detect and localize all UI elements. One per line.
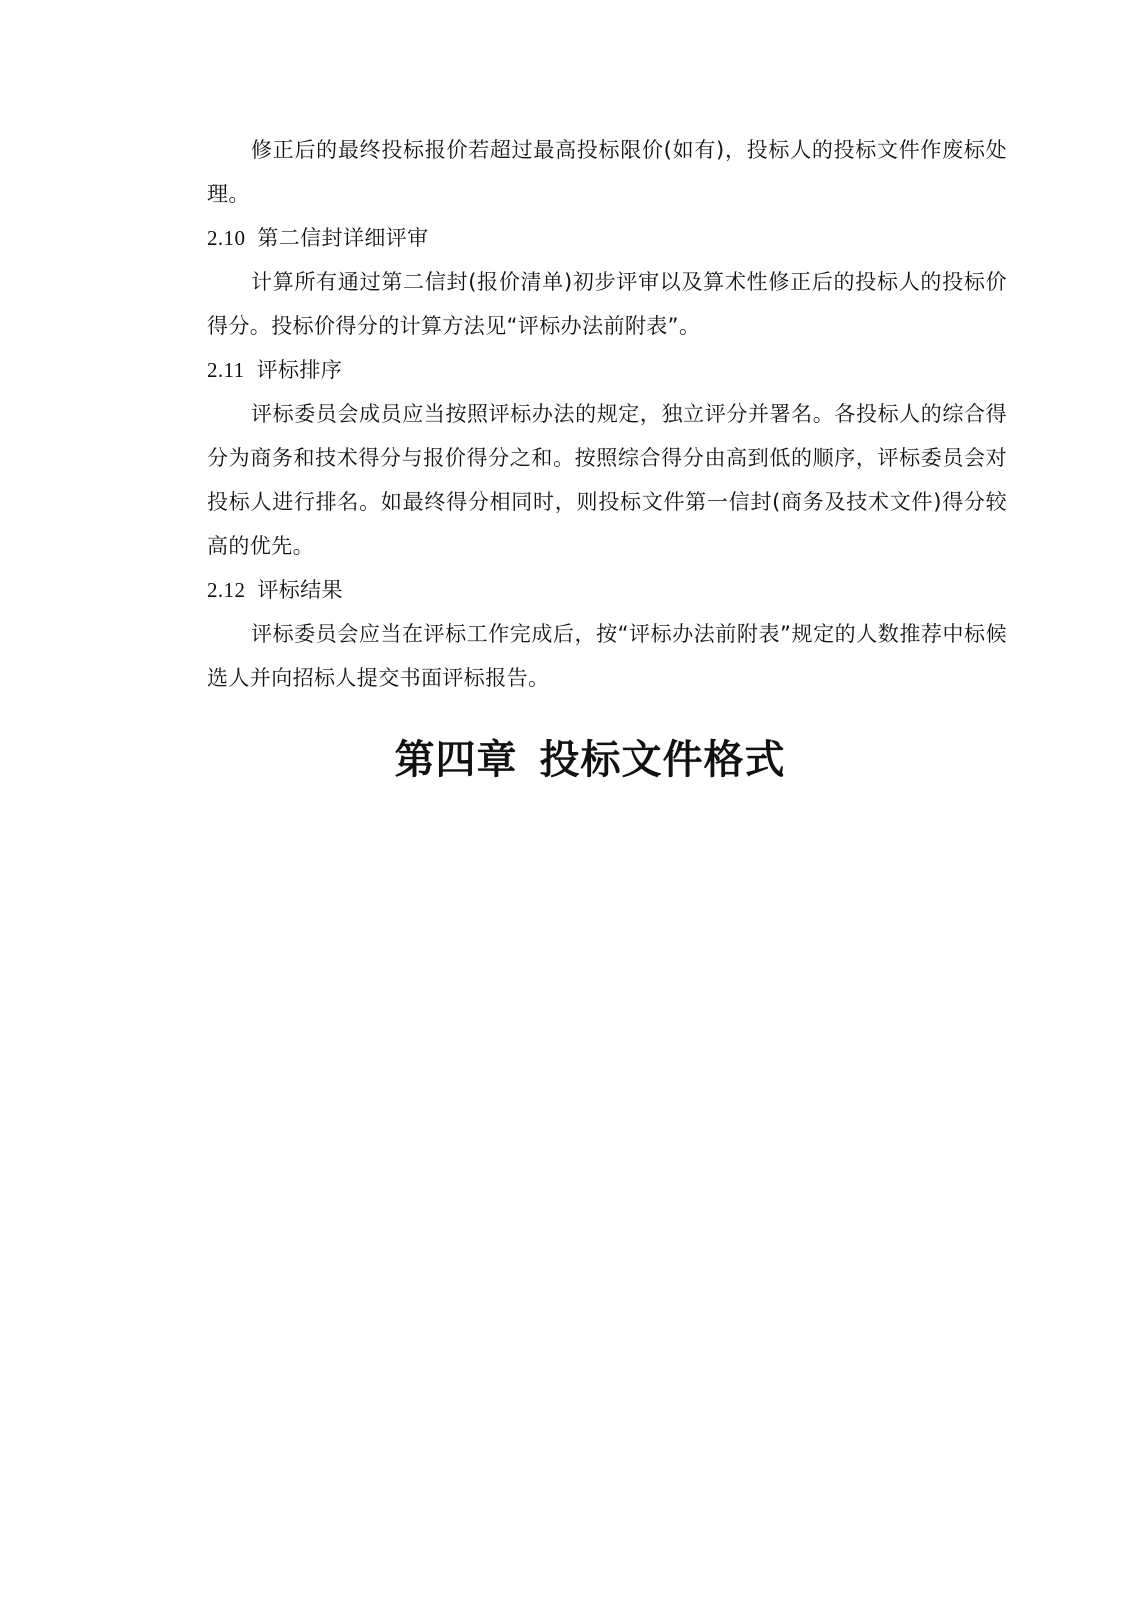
section-number: 2.10 — [207, 226, 246, 250]
document-body — [207, 128, 1007, 700]
section-heading — [207, 216, 1007, 260]
section-paragraph: 评标委员会应当在评标工作完成后，按“评标办法前附表”规定的人数推荐中标候选人并向招标人提交书面评标报告。 — [207, 622, 1007, 690]
section-paragraph: 计算所有通过第二信封(报价清单)初步评审以及算术性修正后的投标人的投标价得分。投标价得分的计算方法见“评标办法前附表”。 — [207, 270, 1007, 338]
section-title: 评标排序 — [256, 358, 343, 382]
section-number: 2.11 — [207, 358, 245, 382]
chapter-title — [0, 728, 1131, 785]
section-paragraph: 评标委员会成员应当按照评标办法的规定，独立评分并署名。各投标人的综合得分为商务和技术得分与报价得分之和。按照综合得分由高到低的顺序，评标委员会对投标人进行排名。如最终得分相同时，则投标文件第一信封(商务及技术文件)得分较高的优先。 — [207, 402, 1007, 558]
section-heading — [207, 348, 1007, 392]
chapter-name: 投标文件格式 — [539, 737, 786, 783]
chapter-number: 第四章 — [394, 737, 518, 783]
section-title: 评标结果 — [257, 578, 343, 602]
section-2-12 — [207, 568, 1007, 700]
section-title: 第二信封详细评审 — [257, 226, 429, 250]
section-2-10 — [207, 216, 1007, 348]
paragraph-final-bid-price: 修正后的最终投标报价若超过最高投标限价(如有)，投标人的投标文件作废标处理。 — [207, 138, 1007, 206]
section-heading — [207, 568, 1007, 612]
section-2-11 — [207, 348, 1007, 568]
section-number: 2.12 — [207, 578, 246, 602]
